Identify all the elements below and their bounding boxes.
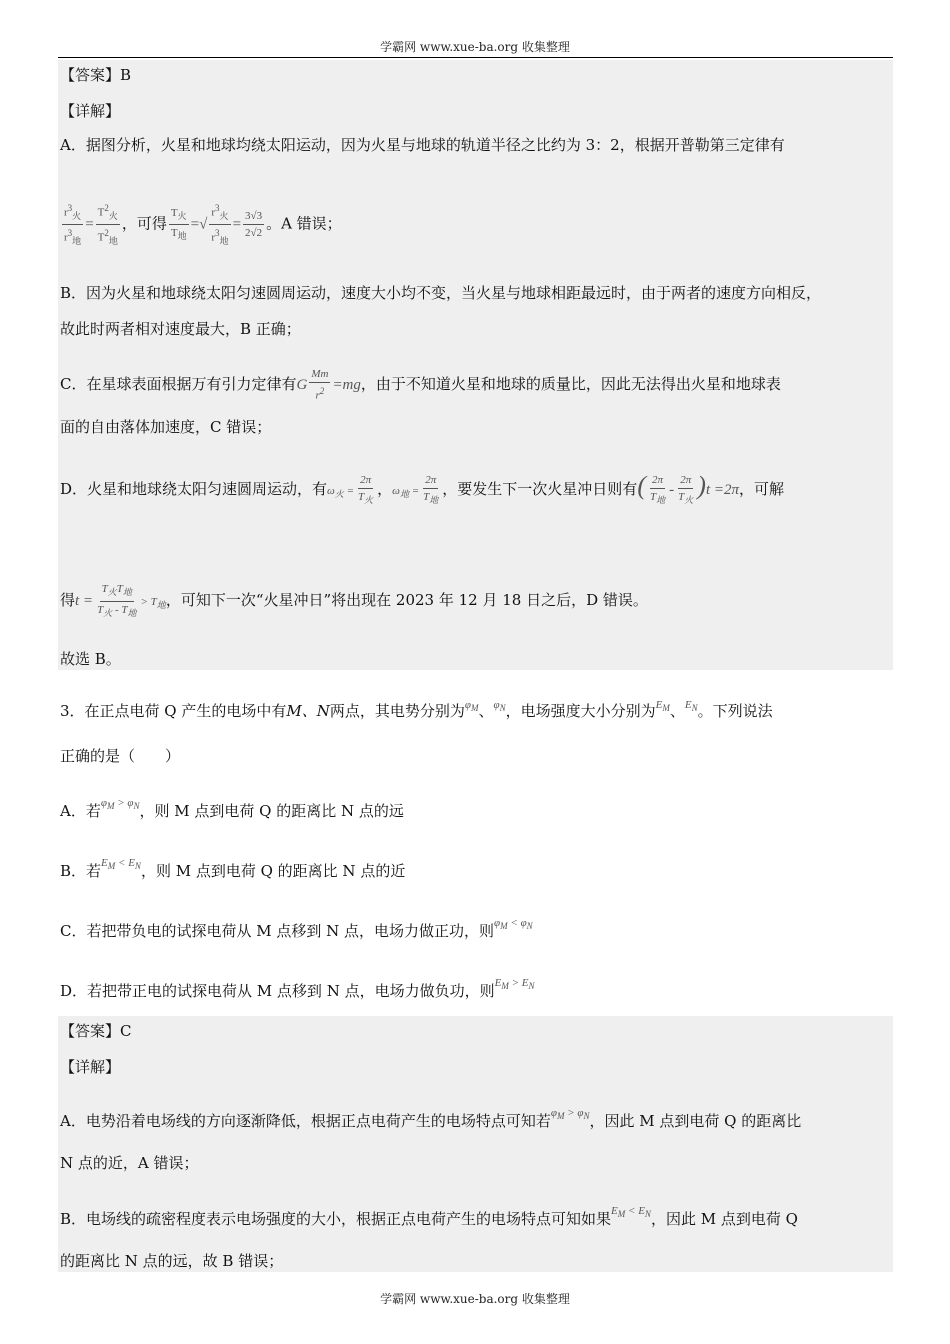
solution2-a-line2: N 点的近，A 错误； — [60, 1154, 199, 1172]
formula-period-ratio: $\frac{T_火}{T_地}$ — [170, 206, 187, 242]
solution-d-line1: D．火星和地球绕太阳匀速圆周运动，有$\omega_火$ = $\frac{2\pi}{T_火}$ ，$\omega_地$ = $\frac{2\pi}{T_地}$ ，要发生下一次火星冲日则有( $\frac{2\pi}{T_地}$ - $\frac{2\pi}{T_火}$ )t =2π，可解 — [60, 466, 784, 514]
phi-n: φN — [493, 699, 506, 714]
formula-omega-earth: $\omega_地$ = — [392, 485, 420, 500]
solution-a-line1: A．据图分析，火星和地球均绕太阳运动，因为火星与地球的轨道半径之比约为 3：2，根据开普勒第三定律有 — [60, 136, 785, 154]
formula-gravity: G — [296, 376, 308, 393]
solution-d-line2: 得t = $\frac{T_火T_地}{T_火 - T_地}$ > $T_地$，可知下一次“火星冲日”将出现在 2023 年 12 月 18 日之后，D 错误。 — [60, 583, 648, 618]
formula-omega-mars: $\omega_火$ = — [327, 485, 355, 500]
page-header: 学霸网 www.xue-ba.org 收集整理 — [380, 40, 570, 54]
formula-conjunction: $\frac{2\pi}{T_地}$ — [649, 473, 666, 506]
option-a: A．若$^{\varphi_M > \varphi_N}$，则 M 点到电荷 Q 的距离比 N 点的远 — [60, 797, 404, 820]
solution2-b-line1: B．电场线的疏密程度表示电场强度的大小，根据正点电荷产生的电场特点可知如果$^{E_M < E_N}$，因此 M 点到电荷 Q — [60, 1205, 798, 1228]
solution-block-2 — [58, 1016, 893, 1272]
solution-b-line1: B．因为火星和地球绕太阳匀速圆周运动，速度大小均不变，当火星与地球相距最远时，由于两者的速度方向相反， — [60, 284, 822, 302]
e-n: EN — [684, 699, 698, 714]
solution2-b-line2: 的距离比 N 点的远，故 B 错误； — [60, 1252, 284, 1270]
solution-c-line1: C．在星球表面根据万有引力定律有G $\frac{Mm}{r^2}$ =mg，由于不知道火星和地球的质量比，因此无法得出火星和地球表 — [60, 368, 781, 402]
header-rule — [58, 57, 893, 58]
formula-kepler: $\frac{r^3_火}{r^3_地}$ — [62, 200, 83, 249]
solution-c-line2: 面的自由落体加速度，C 错误； — [60, 418, 272, 436]
solution-b-line2: 故此时两者相对速度最大，B 正确； — [60, 320, 301, 338]
solution2-a-line1: A．电势沿着电场线的方向逐渐降低，根据正点电荷产生的电场特点可知若$^{\varphi_M > \varphi_N}$，因此 M 点到电荷 Q 的距离比 — [60, 1107, 802, 1130]
option-b: B．若$^{E_M < E_N}$，则 M 点到电荷 Q 的距离比 N 点的近 — [60, 857, 406, 880]
solution-a-line2: $\frac{r^3_火}{r^3_地}$ = $\frac{T^2_火}{T^2_地}$ ，可得 $\frac{T_火}{T_地}$ =√ $\frac{r^3_火}{r^3_地}$ = $\frac{3√3}{2√2}$ 。A 错误； — [60, 200, 342, 249]
answer-label: 【答案】B — [60, 66, 132, 84]
solution-final: 故选 B。 — [60, 650, 121, 668]
formula-time: t = — [75, 593, 94, 609]
text-mid: ，可得 — [121, 214, 167, 233]
answer-label-2: 【答案】C — [60, 1022, 132, 1040]
text-end: 。A 错误； — [266, 214, 342, 233]
option-d: D．若把带正电的试探电荷从 M 点移到 N 点，电场力做负功，则$^{E_M > E_N}$ — [60, 977, 535, 1000]
detail-label-2: 【详解】 — [60, 1058, 121, 1076]
e-m: EM — [655, 699, 670, 714]
question-3-line1: 3．在正点电荷 Q 产生的电场中有M、N两点，其电势分别为$^{\varphi_M}$、$^{\varphi_N}$，电场强度大小分别为$^{E_M}$、$^{E_N}$。下列说法 — [60, 699, 773, 720]
question-3-line2: 正确的是（ ） — [60, 747, 181, 765]
detail-label: 【详解】 — [60, 102, 121, 120]
page-footer: 学霸网 www.xue-ba.org 收集整理 — [380, 1292, 570, 1306]
option-c: C．若把带负电的试探电荷从 M 点移到 N 点，电场力做正功，则$^{\varphi_M < \varphi_N}$ — [60, 917, 533, 940]
phi-m: φM — [464, 699, 479, 714]
